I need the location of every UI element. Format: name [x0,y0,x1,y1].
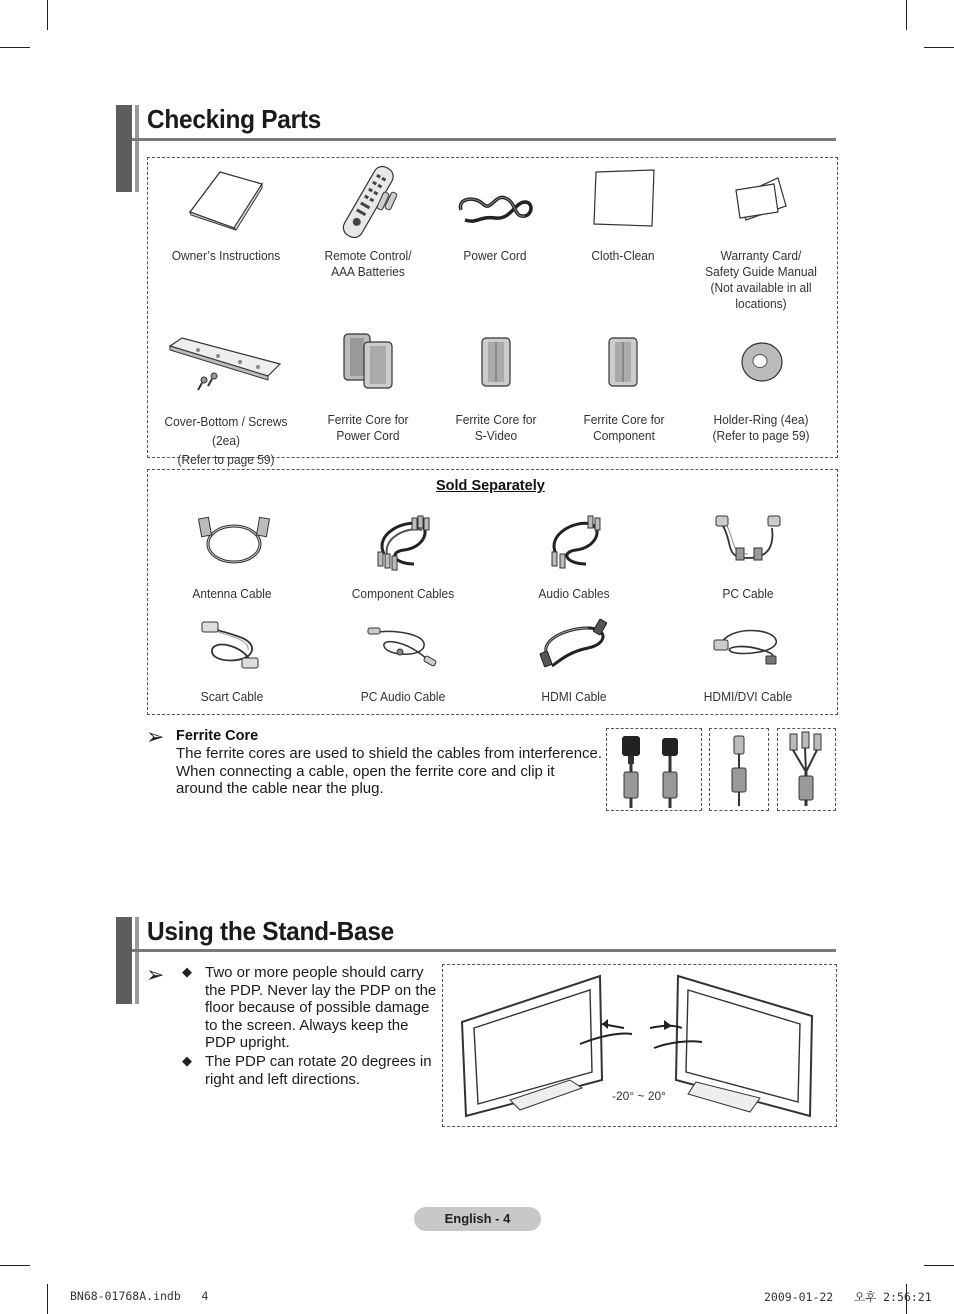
footer-file-label: BN68-01768A.indb 4 [70,1289,209,1303]
crop-mark [924,1265,954,1266]
ferrite-note-heading: Ferrite Core [176,728,259,744]
label-line: Component [593,428,655,443]
ferrite-core-svideo-plug-icon [728,734,750,806]
label-line: Safety Guide Manual [705,264,817,279]
part-label-ferrite-svideo [426,412,566,444]
sold-label-pc-cable: PC Cable [722,586,774,601]
crop-mark [47,0,48,30]
part-label-ferrite-component [554,412,694,444]
ferrite-core-component-plug-icon [788,732,824,806]
part-label-remote-control [296,248,440,280]
section-title-checking-parts: Checking Parts [147,104,321,134]
section-rule [132,949,836,952]
ferrite-note-line: around the cable near the plug. [176,780,384,797]
note-arrow-icon: ➢ [146,962,165,987]
sold-separately-heading: Sold Separately [436,478,545,494]
sold-label-hdmi-cable: HDMI Cable [541,689,607,704]
ferrite-note-text [176,745,606,798]
label-line: Warranty Card/ [720,248,802,263]
part-label-owners-instructions [152,248,299,264]
part-label-power-cord [426,248,564,264]
label-line: Cloth-Clean [591,248,655,263]
scart-cable-icon [200,620,262,670]
label-line: Cover-Bottom / Screws (2ea) [164,414,288,448]
crop-mark [0,1265,30,1266]
component-cables-icon [374,514,434,572]
label-line: Ferrite Core for [455,412,537,427]
hdmi-dvi-cable-icon [712,622,784,668]
ferrite-note-line: The ferrite cores are used to shield the cables from interference. [176,745,603,762]
label-line: (Refer to page 59) [177,452,275,467]
label-line: Power Cord [463,248,527,263]
remote-control-icon [330,168,410,238]
ferrite-note-line: When connecting a cable, open the ferrite core and clip it [176,762,555,780]
section-title-stand-base: Using the Stand-Base [147,916,394,946]
section-rule [132,138,836,141]
crop-mark [0,47,30,48]
stand-bullet-line: to the screen. Always keep the [205,1016,409,1034]
stand-bullet-line: PDP upright. [205,1034,290,1051]
crop-mark [924,47,954,48]
antenna-cable-icon [198,514,270,568]
section-bar [116,105,135,192]
sold-label-pc-audio-cable: PC Audio Cable [360,689,446,704]
cover-bottom-icon [168,334,284,392]
bullet-diamond-icon: ◆ [182,964,192,979]
label-line: S-Video [474,428,518,443]
sold-label-scart-cable: Scart Cable [200,689,264,704]
note-arrow-icon: ➢ [146,724,165,749]
label-line: (Not available in all [710,280,812,295]
sold-label-antenna-cable: Antenna Cable [192,586,272,601]
page-number-label: English - 4 [414,1207,541,1231]
stand-bullet-line: the PDP. Never lay the PDP on the [205,981,437,999]
part-label-ferrite-power [298,412,438,444]
label-line: Remote Control/ [324,248,412,263]
label-line: Ferrite Core for [327,412,409,427]
sold-label-hdmi-dvi-cable: HDMI/DVI Cable [703,689,793,704]
label-line: (Refer to page 59) [712,428,810,443]
part-label-cover-bottom [152,412,299,469]
crop-mark [47,1284,48,1314]
pc-cable-icon [714,514,782,570]
label-line: Owner’s Instructions [171,248,281,263]
manual-icon [186,170,266,230]
label-line: Holder-Ring (4ea) [713,412,809,427]
footer-timestamp: 2009-01-22 오후 2:56:21 [764,1290,932,1304]
ferrite-core-power-icon [342,332,394,390]
stand-bullet-line: right and left directions. [205,1070,361,1088]
ferrite-core-plug-icon [618,732,688,808]
label-line: locations) [735,296,787,311]
crop-mark [906,0,907,30]
audio-cables-icon [546,514,606,572]
cloth-icon [590,168,660,228]
label-line: AAA Batteries [331,264,405,279]
stand-bullet-line: floor because of possible damage [205,999,430,1016]
warranty-card-icon [734,176,790,222]
sold-label-audio-cables: Audio Cables [538,586,610,601]
stand-bullet-line: Two or more people should carry [205,964,424,981]
label-line: Ferrite Core for [583,412,665,427]
stand-bullet-line: The PDP can rotate 20 degrees in [205,1053,432,1070]
stand-bullet-2 [205,1053,445,1088]
ferrite-core-svideo-icon [480,336,512,388]
rotation-range-label: -20° ~ 20° [612,1089,666,1103]
bullet-diamond-icon: ◆ [182,1053,192,1068]
sold-label-component-cables: Component Cables [351,586,455,601]
ferrite-core-component-icon [607,336,639,388]
part-label-warranty-card [686,248,835,312]
pc-audio-cable-icon [366,620,440,670]
part-label-holder-ring [688,412,833,444]
part-label-cloth-clean [554,248,692,264]
holder-ring-icon [740,340,784,384]
power-cord-icon [455,190,535,226]
stand-bullet-1 [205,964,445,1052]
label-line: Power Cord [336,428,400,443]
hdmi-cable-icon [538,618,612,672]
section-bar [116,917,135,1004]
